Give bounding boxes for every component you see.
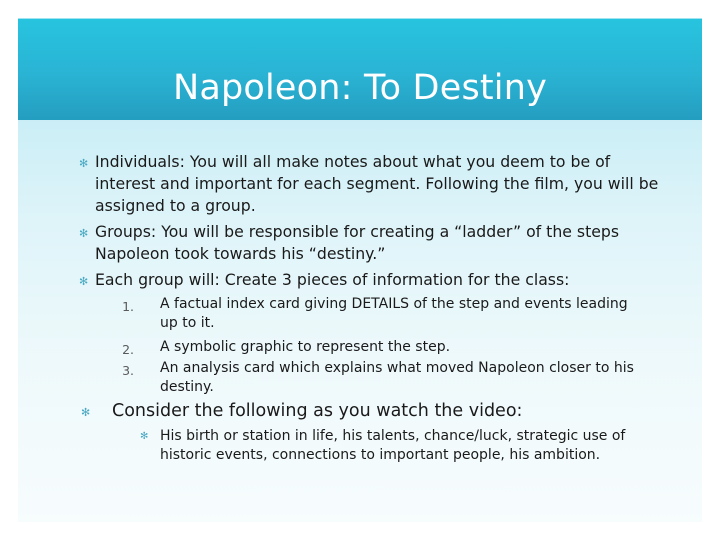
numbered-item: A factual index card giving DETAILS of the step and events leading up to it. bbox=[160, 296, 628, 331]
bullet-individuals: Individuals: You will all make notes about what you deem to be of interest and important for each segment. Following the film, you will be assigned to a group. bbox=[95, 152, 659, 215]
numbered-item: An analysis card which explains what moved Napoleon closer to his destiny. bbox=[160, 360, 634, 395]
bullet-star-icon: ✻ bbox=[79, 275, 89, 288]
bullet-each-group: Each group will: Create 3 pieces of information for the class: bbox=[95, 270, 570, 289]
title-band bbox=[18, 18, 702, 121]
slide-title: Napoleon: To Destiny bbox=[172, 68, 548, 108]
bullet-star-icon: ✻ bbox=[79, 227, 89, 240]
sub-bullet-star-icon: ✻ bbox=[140, 431, 149, 442]
bullet-star-icon: ✻ bbox=[81, 406, 91, 419]
numbered-item: A symbolic graphic to represent the step. bbox=[160, 339, 451, 355]
video-sub-bullet: His birth or station in life, his talents, chance/luck, strategic use of historic events, connections to important people, his ambition. bbox=[160, 428, 626, 463]
bullet-groups: Groups: You will be responsible for creating a “ladder” of the steps Napoleon took towards his “destiny.” bbox=[95, 222, 620, 263]
video-bullet: Consider the following as you watch the video: bbox=[112, 401, 523, 421]
bullet-star-icon: ✻ bbox=[79, 157, 89, 170]
list-number: 3. bbox=[122, 363, 134, 378]
list-number: 2. bbox=[122, 342, 134, 357]
list-number: 1. bbox=[122, 299, 134, 314]
